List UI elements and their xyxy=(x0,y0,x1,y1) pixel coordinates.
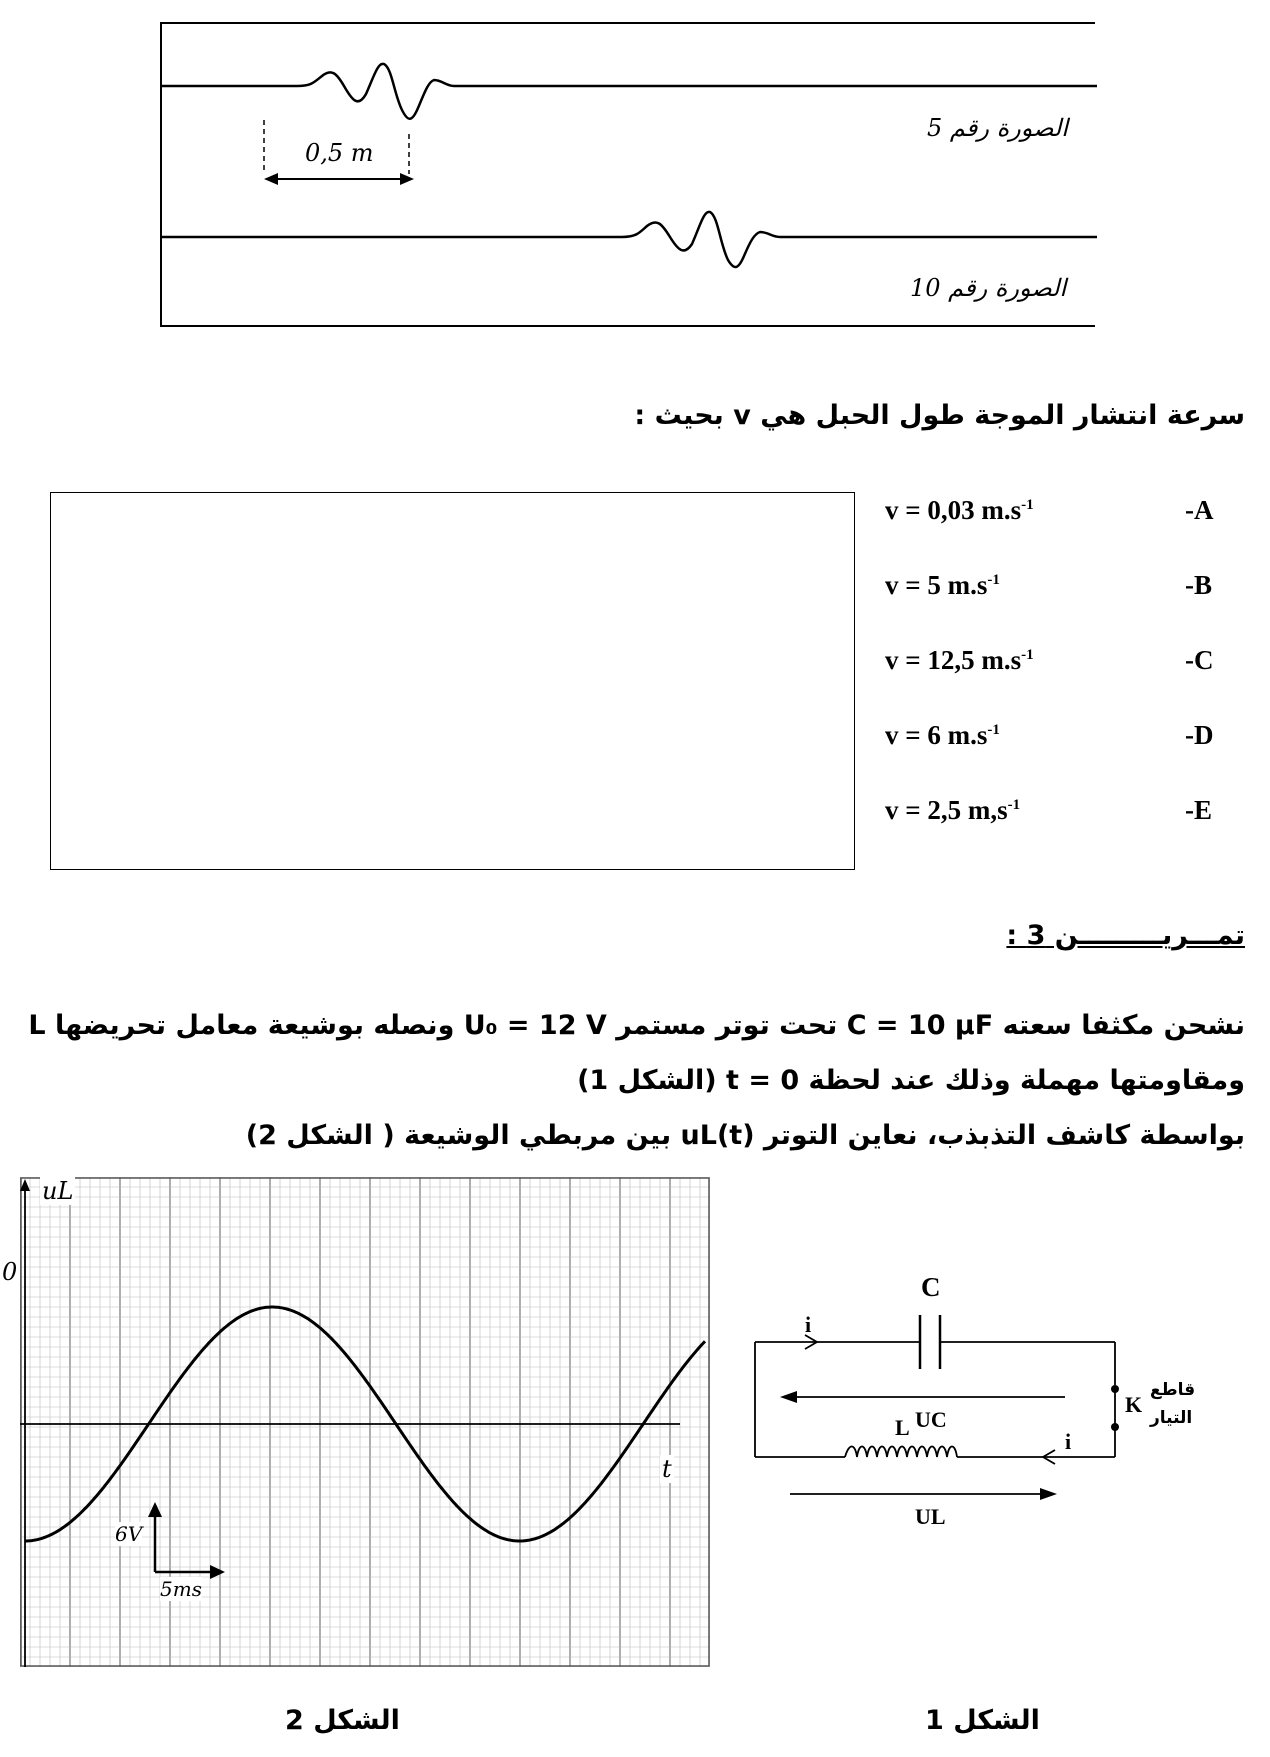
answer-box xyxy=(50,492,855,870)
capacitor-label: C xyxy=(921,1272,941,1302)
option-a-letter: -A xyxy=(1185,495,1214,525)
paragraph-line-1: نشحن مكثفا سعته C = 10 μF تحت توتر مستمر U₀ = 12 V ونصله بوشيعة معامل تحريضها L xyxy=(28,1010,1245,1041)
image-5-label: الصورة رقم 5 xyxy=(927,114,1068,142)
inductor-label: L xyxy=(895,1415,910,1440)
switch-label: K xyxy=(1125,1392,1143,1417)
arrow-head-left xyxy=(264,173,278,185)
option-b-letter: -B xyxy=(1185,570,1212,600)
option-c-formula: v = 12,5 $m.s^{-1}$ xyxy=(885,645,1034,675)
switch-description-2: التيار xyxy=(1150,1408,1193,1428)
lc-circuit xyxy=(745,1267,1145,1597)
grid xyxy=(20,1177,710,1667)
option-a-formula: v = 0,03 $m.s^{-1}$ xyxy=(885,495,1034,525)
inductor-coil xyxy=(845,1447,957,1458)
paragraph-line-3: بواسطة كاشف التذبذب، نعاين التوتر uL(t) بين مربطي الوشيعة ( الشكل 2) xyxy=(245,1120,1245,1151)
uc-label: UC xyxy=(915,1407,947,1432)
option-e-letter: -E xyxy=(1185,795,1212,825)
exercise-title: تمـــريـــــــــن 3 : xyxy=(1006,920,1245,951)
wave-figure-panel xyxy=(160,22,1095,327)
current-label-top: i xyxy=(805,1312,812,1337)
figure-1-caption: الشكل 1 xyxy=(925,1705,1040,1736)
ul-arrow-head xyxy=(1040,1488,1057,1500)
uc-arrow-head xyxy=(780,1391,797,1403)
x-axis-label: t xyxy=(662,1455,672,1483)
distance-label: 0,5 m xyxy=(305,139,374,167)
scale-t-label: 5ms xyxy=(160,1577,202,1601)
oscilloscope-graph xyxy=(20,1177,710,1667)
figure-2-caption: الشكل 2 xyxy=(285,1705,400,1736)
y-axis-label: uL xyxy=(42,1177,74,1205)
option-e-formula: v = 2,5 $m,s^{-1}$ xyxy=(885,795,1021,825)
option-d-letter: -D xyxy=(1185,720,1214,750)
zero-label: 0 xyxy=(2,1258,18,1286)
graph-border xyxy=(21,1178,709,1666)
paragraph-line-2: ومقاومتها مهملة وذلك عند لحظة t = 0 (الشكل 1) xyxy=(577,1065,1245,1096)
question-text: سرعة انتشار الموجة طول الحبل هي v بحيث : xyxy=(634,400,1245,431)
image-10-label: الصورة رقم 10 xyxy=(910,274,1067,302)
switch-description-1: قاطع xyxy=(1150,1380,1196,1400)
arrow-head-right xyxy=(400,173,414,185)
option-b-formula: v = 5 $m.s^{-1}$ xyxy=(885,570,1000,600)
rope-image-10 xyxy=(162,212,1097,267)
graph-svg xyxy=(20,1177,710,1667)
scale-v-label: 6V xyxy=(115,1522,143,1546)
current-label-bottom: i xyxy=(1065,1429,1072,1454)
option-d-formula: v = 6 $m.s^{-1}$ xyxy=(885,720,1000,750)
rope-image-5 xyxy=(162,64,1097,119)
ul-label: UL xyxy=(915,1504,946,1529)
option-c-letter: -C xyxy=(1185,645,1214,675)
